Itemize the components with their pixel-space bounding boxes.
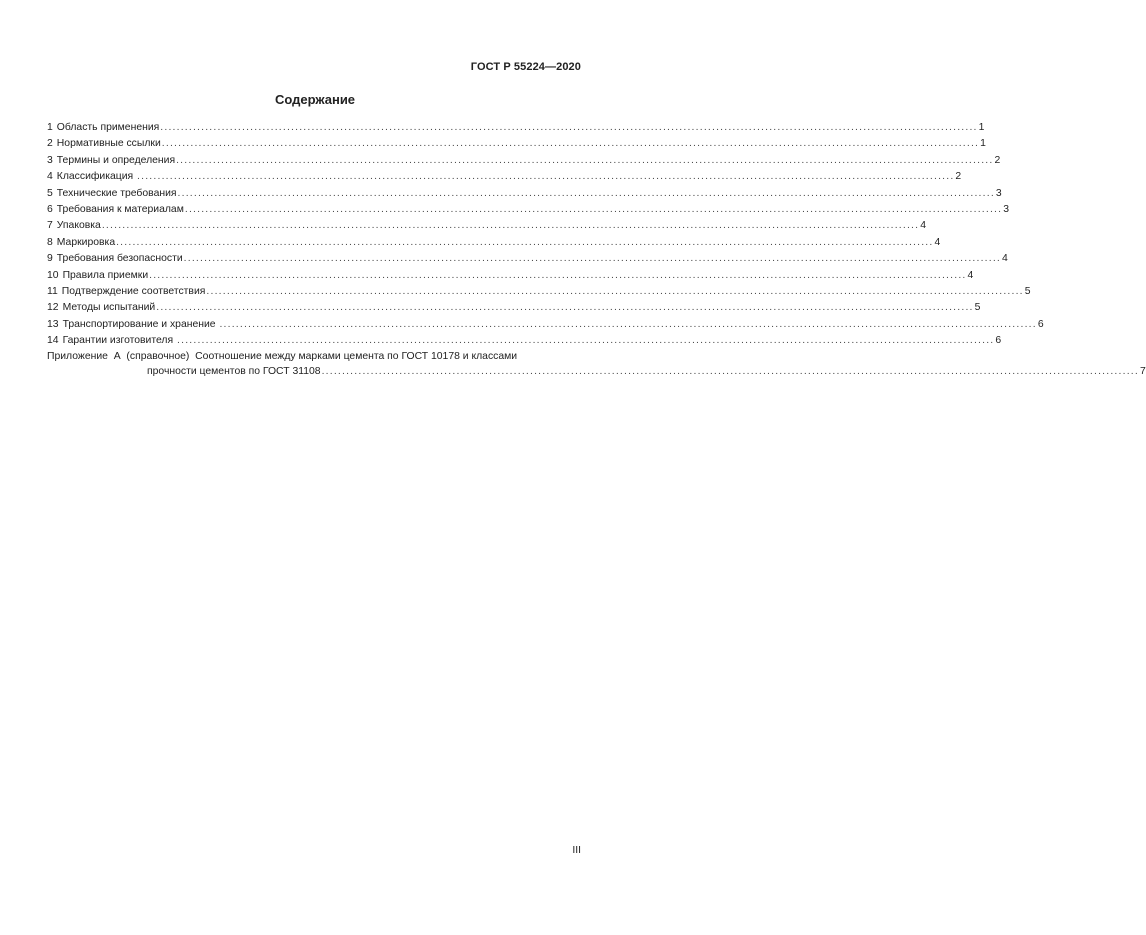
toc-entry-number: 3: [47, 154, 53, 166]
toc-entry-8[interactable]: [47, 235, 941, 251]
toc-entry-number: 11: [47, 285, 58, 297]
table-of-contents: [47, 120, 1044, 349]
toc-entry-13[interactable]: [47, 317, 1044, 333]
toc-entry-label: Нормативные ссылки: [56, 138, 161, 150]
toc-entry-number: 10: [47, 269, 59, 281]
toc-entry-number: 13: [47, 318, 59, 330]
toc-entry-6[interactable]: [47, 202, 1010, 218]
toc-entry-page: 1: [980, 138, 986, 150]
toc-entry-label: Область применения: [56, 122, 160, 133]
toc-leader-dots: ........................................................................................................................................................................................................: [177, 187, 995, 199]
toc-entry-page: 4: [1002, 253, 1008, 265]
toc-entry-label: Упаковка: [56, 220, 101, 232]
toc-entry-label: Гарантии изготовителя: [62, 335, 177, 347]
toc-entry-9[interactable]: [47, 251, 1008, 267]
toc-entry-11[interactable]: [47, 284, 1031, 300]
toc-entry-label: Методы испытаний: [62, 302, 156, 314]
toc-entry-number: 14: [47, 335, 59, 347]
appendix-title-line1: Соотношение между марками цемента по ГОСТ 10178 и классами: [195, 351, 518, 362]
toc-entry-14[interactable]: [47, 333, 1002, 349]
toc-leader-dots: ........................................................................................................................................................................................................: [149, 269, 967, 281]
toc-entry-2[interactable]: [47, 136, 986, 152]
toc-entry-number: 12: [47, 302, 59, 314]
toc-entry-number: 5: [47, 187, 53, 199]
toc-entry-label: Технические требования: [56, 187, 177, 199]
toc-entry-number: 4: [47, 171, 53, 183]
toc-leader-dots: ........................................................................................................................................................................................................: [161, 138, 980, 150]
toc-entry-number: 1: [47, 122, 53, 133]
toc-entry-12[interactable]: [47, 300, 981, 316]
toc-entry-page: 2: [994, 154, 1001, 166]
toc-entry-page: 3: [1003, 203, 1010, 215]
toc-entry-label: Термины и определения: [56, 154, 176, 166]
toc-entry-number: 8: [47, 236, 53, 248]
toc-entry-page: 1: [978, 122, 985, 133]
toc-entry-5[interactable]: [47, 186, 1002, 202]
toc-entry-number: 2: [47, 138, 53, 150]
toc-leader-dots: ........................................................................................................................................................................................................: [219, 318, 1037, 330]
toc-entry-number: 6: [47, 203, 53, 215]
toc-entry-1[interactable]: [47, 120, 985, 136]
toc-entry-number: 7: [47, 220, 53, 232]
toc-leader-dots: ........................................................................................................................................................................................................: [184, 203, 1003, 215]
toc-leader-dots: ........................................................................................................................................................................................................: [176, 154, 994, 166]
toc-entry-page: 6: [1037, 318, 1044, 330]
toc-entry-label: Требования безопасности: [56, 253, 183, 265]
appendix-prefix: Приложение А (справочное): [47, 351, 196, 362]
toc-entry-label: Транспортирование и хранение: [62, 318, 219, 330]
toc-entry-page: 6: [995, 335, 1002, 347]
toc-entry-label: Требования к материалам: [56, 203, 184, 215]
toc-entry-3[interactable]: [47, 153, 1001, 169]
toc-entry-page: 4: [934, 236, 941, 248]
toc-leader-dots: ........................................................................................................................................................................................................: [101, 220, 920, 232]
toc-entry-10[interactable]: [47, 268, 974, 284]
toc-entry-7[interactable]: [47, 218, 926, 234]
toc-entry-page: 5: [974, 302, 981, 314]
toc-entry-label: Маркировка: [56, 236, 116, 248]
toc-entry-label: Подтверждение соответствия: [61, 285, 206, 297]
toc-entry-label: Классификация: [56, 171, 137, 183]
toc-entry-4[interactable]: [47, 169, 962, 185]
document-code: ГОСТ Р 55224—2020: [470, 61, 581, 73]
toc-leader-dots: ........................................................................................................................................................................................................: [206, 285, 1024, 297]
toc-entry-page: 2: [955, 171, 962, 183]
toc-entry-page: 5: [1024, 285, 1031, 297]
toc-entry-page: 3: [995, 187, 1002, 199]
appendix-title-line2: прочности цементов по ГОСТ 31108: [147, 365, 321, 377]
toc-leader-dots: ........................................................................................................................................................................................................: [177, 335, 995, 347]
toc-leader-dots: ........................................................................................................................................................................................................: [183, 253, 1002, 265]
toc-entry-appendix-a[interactable]: [47, 350, 1146, 379]
toc-leader-dots: ........................................................................................................................................................................................................: [160, 122, 978, 133]
toc-entry-number: 9: [47, 253, 53, 265]
toc-entry-page: 4: [967, 269, 974, 281]
toc-title: Содержание: [274, 92, 356, 107]
toc-leader-dots: ........................................................................................................................................................................................................: [137, 171, 955, 183]
toc-entry-page: 4: [920, 220, 926, 232]
toc-entry-label: Правила приемки: [62, 269, 149, 281]
toc-leader-dots: ........................................................................................................................................................................................................: [156, 302, 974, 314]
toc-leader-dots: ........................................................................................................................................................................................................: [116, 236, 934, 248]
toc-entry-page: 7: [1139, 365, 1146, 377]
page-number: III: [572, 845, 581, 856]
toc-leader-dots: ........................................................................................................................................................................................................: [321, 365, 1139, 377]
